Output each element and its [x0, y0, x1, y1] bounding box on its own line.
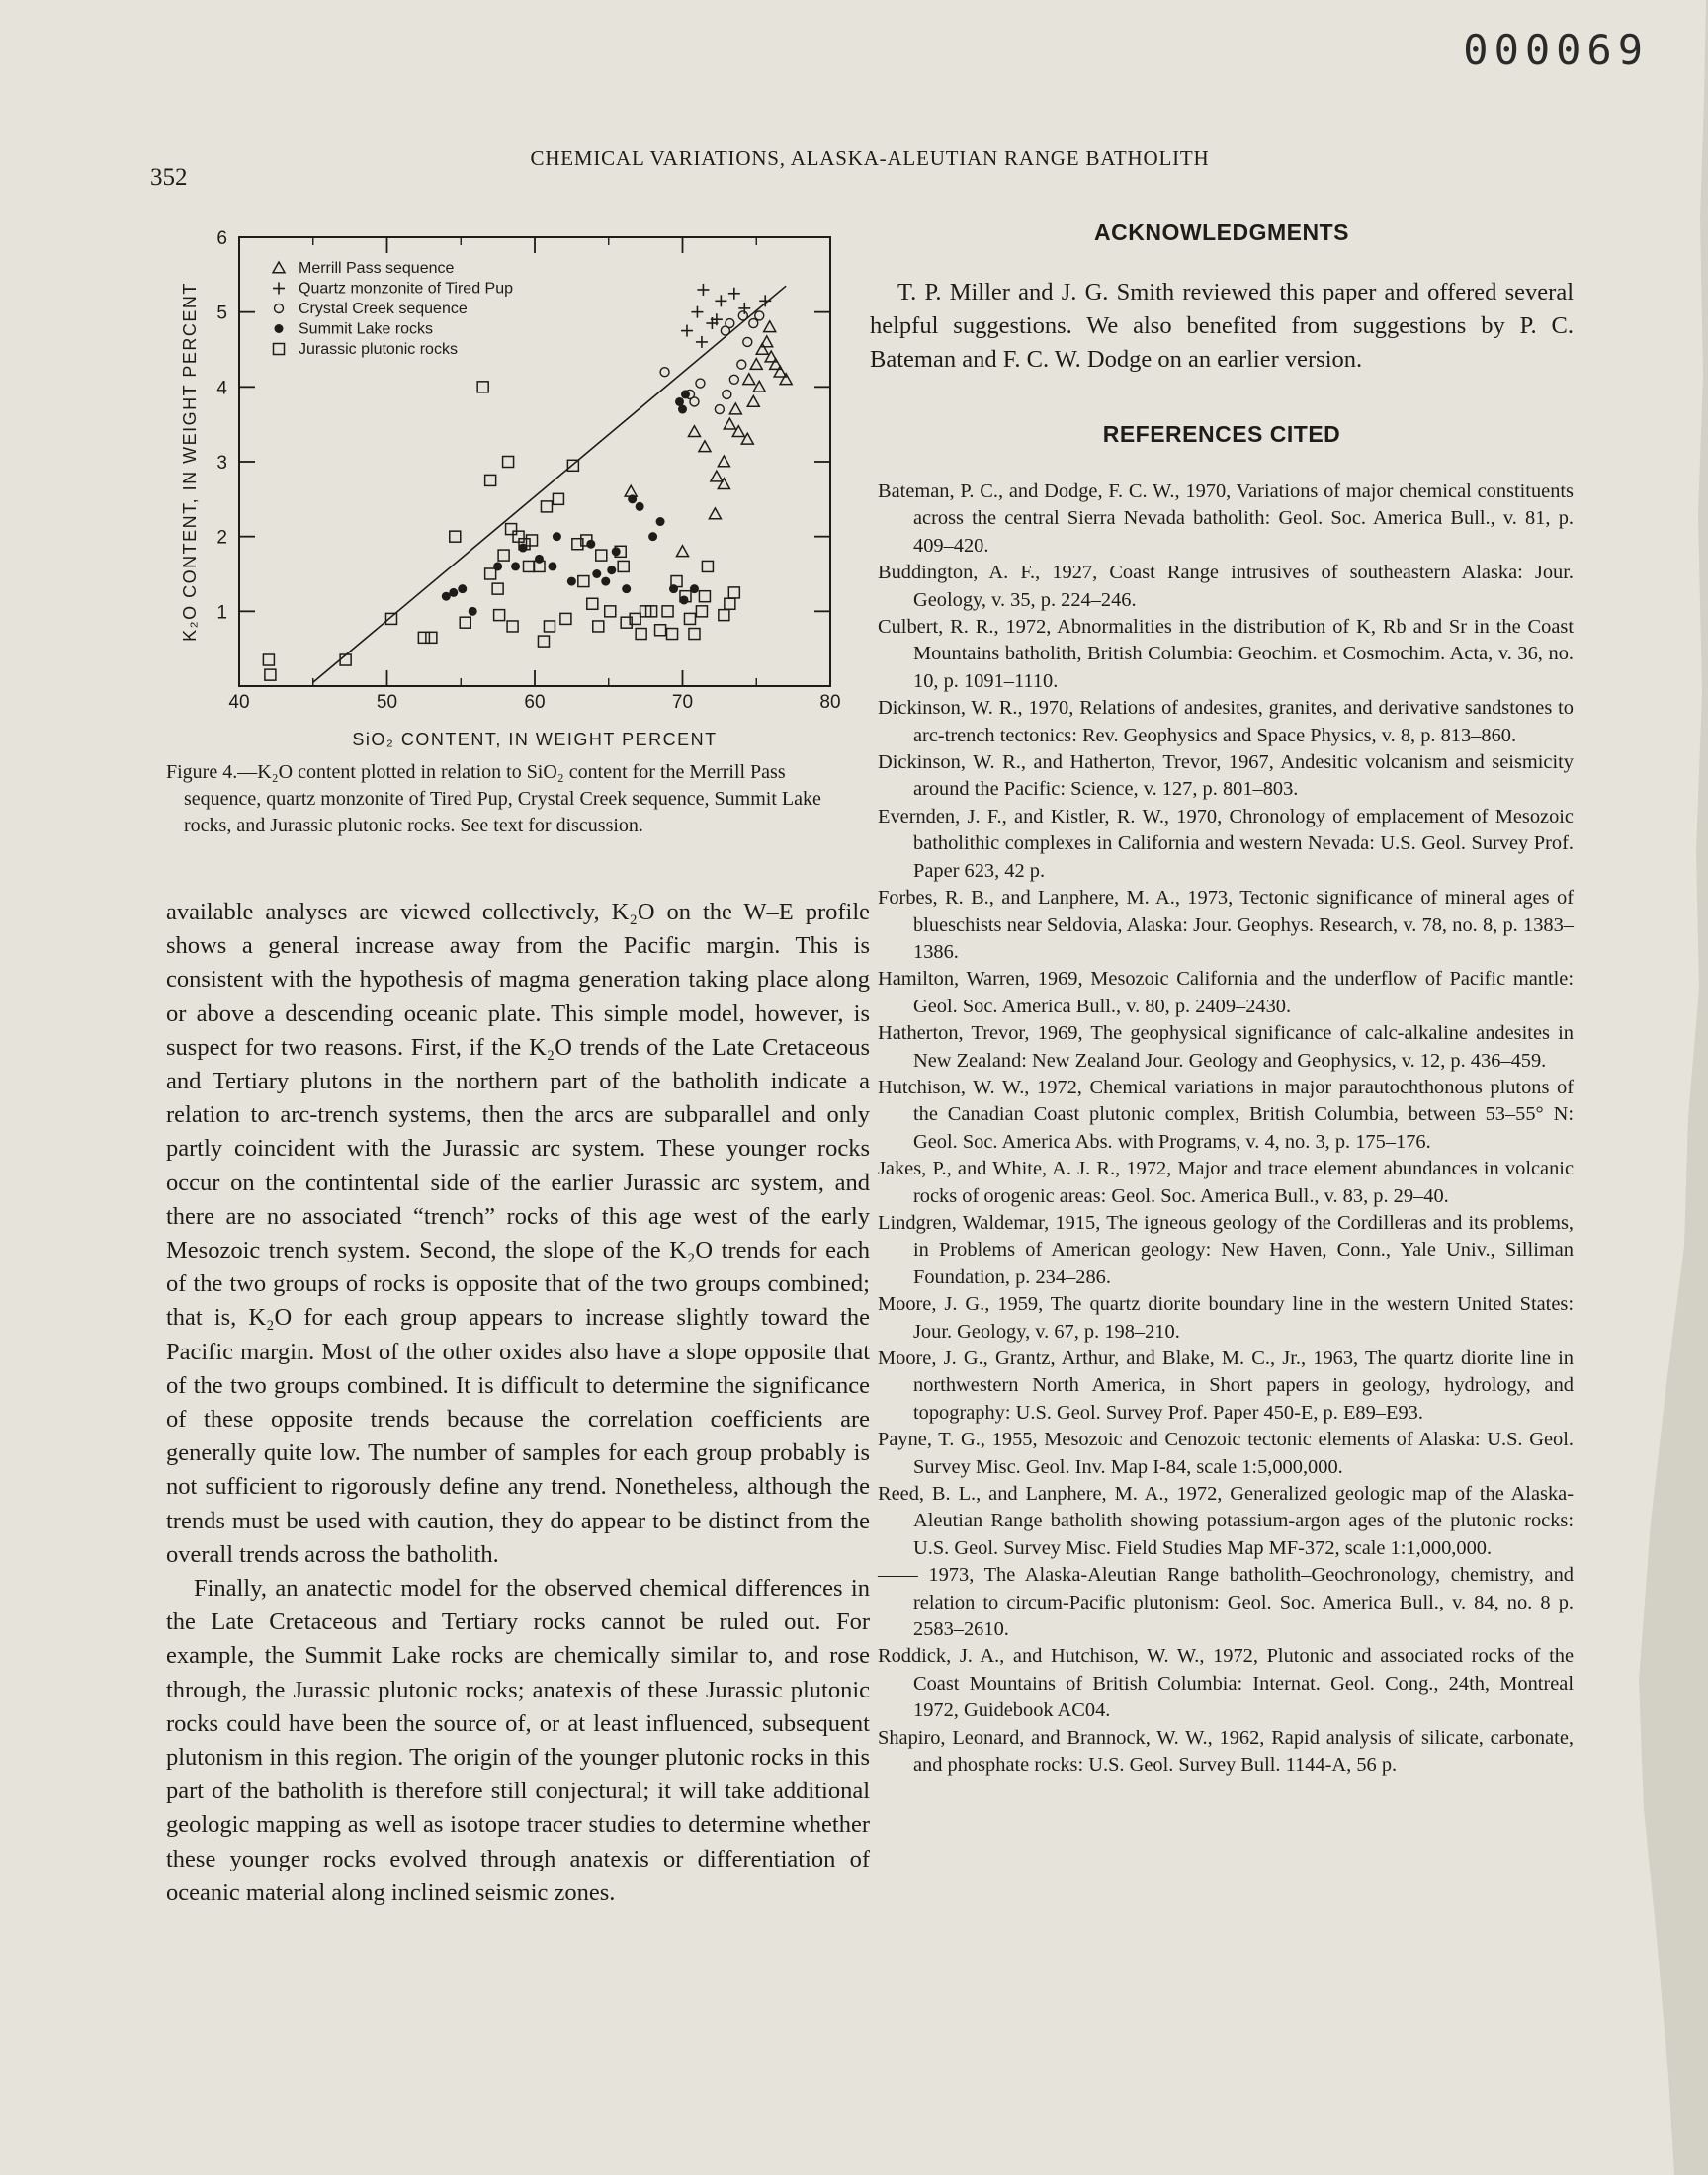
data-point-square	[618, 561, 629, 571]
legend-marker-triangle	[273, 262, 285, 273]
data-point-dot	[592, 569, 601, 578]
reference-item: Buddington, A. F., 1927, Coast Range intrusives of southeastern Alaska: Jour. Geology, v. 35, p. 224–246.	[878, 562, 1574, 611]
data-point-dot	[458, 584, 467, 593]
data-point-square	[553, 493, 563, 504]
data-point-square	[506, 524, 517, 535]
data-point-dot	[586, 540, 595, 549]
data-point-square	[728, 587, 739, 598]
legend-marker-square	[274, 344, 285, 355]
data-point-dot	[622, 584, 631, 593]
data-point-square	[527, 535, 538, 546]
data-point-dot	[449, 588, 458, 597]
data-point-square	[485, 568, 496, 579]
reference-item: Bateman, P. C., and Dodge, F. C. W., 1970, Variations of major chemical constituents across the central Sierra Nevada batholith: Geol. Soc. America Bull., v. 81, p. 409–420.	[878, 480, 1574, 557]
data-point-dot	[493, 562, 502, 570]
reference-item: Forbes, R. B., and Lanphere, M. A., 1973, Tectonic significance of mineral ages of blueschists near Seldovia, Alaska: Jour. Geophys. Research, v. 78, no. 8, p. 1383–1386.	[878, 887, 1574, 963]
data-point-circle	[738, 311, 747, 320]
data-point-square	[699, 591, 710, 602]
data-point-square	[655, 625, 666, 636]
data-point-square	[702, 561, 713, 571]
data-point-square	[541, 501, 552, 512]
data-point-circle	[690, 397, 699, 406]
body-paragraph: available analyses are viewed collectively, K₂O on the W–E profile shows a general increase away from the Pacific margin. This is consistent with the hypothesis of magma generation taking place along or above a descending oceanic plate. This simple model, however, is suspect for two reasons. First, if the K₂O trends of the Late Cretaceous and Tertiary plutons in the northern part of the batholith indicate a relation to arc-trench systems, then the arcs are subparallel and only partly coincident with the Jurassic arc system. These younger rocks occur on the contintental side of the earlier Jurassic arc system, and there are no associated “trench” rocks of this age west of the early Mesozoic trench system. Second, the slope of the K₂O trends for each of the two groups of rocks is opposite that of the two groups combined; that is, K₂O for each group appears to increase slightly toward the Pacific margin. Most of the other oxides also have a slope opposite that of the two groups combined. It is difficult to determine the significance of these opposite trends because the correlation coefficients are generally quite low. The number of samples for each group probably is not sufficient to rigorously define any trend. Nonetheless, although the trends must be used with caution, they do appear to be distinct from the overall trends across the batholith.	[166, 899, 870, 1568]
data-point-triangle	[729, 403, 741, 414]
data-point-dot	[548, 562, 556, 570]
legend-label: Summit Lake rocks	[299, 320, 434, 338]
data-point-plus	[728, 288, 740, 300]
data-point-triangle	[724, 418, 735, 429]
data-point-plus	[681, 325, 693, 337]
reference-item: Evernden, J. F., and Kistler, R. W., 1970, Chronology of emplacement of Mesozoic batholithic complexes in California and western Nevada: U.S. Geol. Survey Prof. Paper 623, 42 p.	[878, 805, 1574, 882]
reference-item: Moore, J. G., 1959, The quartz diorite boundary line in the western United States: Jour. Geology, v. 67, p. 198–210.	[878, 1293, 1574, 1343]
reference-item: Dickinson, W. R., and Hatherton, Trevor, 1967, Andesitic volcanism and seismicity around the Pacific: Science, v. 127, p. 801–803.	[878, 751, 1574, 801]
data-point-dot	[553, 532, 561, 541]
reference-item: Lindgren, Waldemar, 1915, The igneous geology of the Cordilleras and its problems, in Problems of American geology: New Haven, Conn., Yale Univ., Silliman Foundation, p. 234–286.	[878, 1211, 1574, 1288]
data-point-dot	[636, 502, 644, 511]
acknowledgments-section	[870, 219, 1574, 377]
data-point-circle	[737, 360, 746, 369]
data-point-dot	[601, 577, 610, 586]
data-point-dot	[607, 566, 616, 574]
data-point-triangle	[743, 374, 755, 385]
data-point-square	[560, 613, 571, 624]
data-point-dot	[511, 562, 520, 570]
data-point-dot	[567, 577, 576, 586]
x-tick-label: 70	[671, 692, 694, 713]
data-point-square	[385, 613, 396, 624]
data-point-square	[507, 621, 518, 632]
data-point-plus	[697, 284, 709, 296]
data-point-triangle	[711, 471, 723, 481]
legend-marker-plus	[273, 283, 285, 295]
data-point-square	[719, 610, 729, 621]
legend-label: Jurassic plutonic rocks	[299, 341, 458, 358]
data-point-circle	[660, 368, 669, 377]
page-stamp: 000069	[1463, 26, 1649, 74]
data-point-triangle	[750, 359, 762, 370]
data-point-square	[460, 617, 470, 628]
data-point-triangle	[764, 321, 776, 332]
data-point-square	[265, 669, 276, 680]
data-point-square	[684, 613, 695, 624]
data-point-dot	[681, 390, 690, 398]
reference-item: Culbert, R. R., 1972, Abnormalities in the distribution of K, Rb and Sr in the Coast Mountains batholith, British Columbia: Geochim. et Cosmochim. Acta, v. 36, no. 10, p. 1091–1110.	[878, 616, 1574, 692]
reference-item: Hatherton, Trevor, 1969, The geophysical significance of calc-alkaline andesites in New Zealand: New Zealand Jour. Geology and Geophysics, v. 12, p. 436–459.	[878, 1022, 1574, 1072]
reference-item: —— 1973, The Alaska-Aleutian Range batholith–Geochronology, chemistry, and relation to circum-Pacific plutonism: Geol. Soc. America Bull., v. 84, no. 8 p. 2583–2610.	[878, 1564, 1574, 1641]
reference-item: Roddick, J. A., and Hutchison, W. W., 1972, Plutonic and associated rocks of the Coast Mountains of British Columbia: Internat. Geol. Cong., 24th, Montreal 1972, Guidebook AC04.	[878, 1645, 1574, 1722]
data-point-triangle	[718, 456, 729, 467]
data-point-square	[485, 475, 496, 485]
data-point-square	[636, 629, 646, 640]
data-point-plus	[759, 295, 771, 306]
data-point-square	[696, 606, 707, 617]
reference-item: Shapiro, Leonard, and Brannock, W. W., 1962, Rapid analysis of silicate, carbonate, and phosphate rocks: U.S. Geol. Survey Bull. 1144-A, 56 p.	[878, 1726, 1574, 1777]
reference-item: Moore, J. G., Grantz, Arthur, and Blake, M. C., Jr., 1963, The quartz diorite line in northwestern North America, in Short papers in geology, hydrology, and topography: U.S. Geol. Survey Prof. Paper 450-E, p. E89–E93.	[878, 1348, 1574, 1424]
data-point-square	[587, 598, 598, 609]
figure-4	[166, 223, 858, 757]
data-point-dot	[656, 517, 665, 526]
data-point-plus	[691, 306, 703, 318]
data-point-square	[498, 550, 509, 561]
data-point-square	[494, 610, 505, 621]
y-tick-label: 5	[216, 303, 227, 324]
y-tick-label: 6	[216, 228, 227, 249]
data-point-square	[426, 632, 437, 643]
acknowledgments-text: T. P. Miller and J. G. Smith reviewed this paper and offered several helpful suggestions. We also benefited from suggestions by P. C. Bateman and F. C. W. Dodge on an earlier version.	[870, 279, 1574, 373]
data-point-triangle	[699, 441, 711, 452]
data-point-square	[524, 561, 535, 571]
data-point-circle	[755, 311, 764, 320]
data-point-dot	[648, 532, 657, 541]
y-tick-label: 2	[216, 527, 227, 549]
data-point-square	[593, 621, 604, 632]
data-point-square	[605, 606, 616, 617]
running-title: CHEMICAL VARIATIONS, ALASKA-ALEUTIAN RANGE BATHOLITH	[530, 146, 1210, 170]
data-point-square	[492, 583, 503, 594]
k2o-sio2-scatter-plot	[166, 223, 858, 757]
data-point-plus	[696, 336, 708, 348]
x-tick-label: 40	[228, 692, 250, 713]
data-point-triangle	[709, 508, 721, 519]
data-point-dot	[628, 494, 637, 503]
data-point-square	[538, 636, 549, 647]
data-point-triangle	[688, 426, 700, 437]
x-axis-label: SiO₂ CONTENT, IN WEIGHT PERCENT	[352, 730, 718, 749]
data-point-triangle	[677, 546, 689, 557]
data-point-circle	[715, 405, 724, 414]
y-tick-label: 1	[216, 602, 227, 624]
y-tick-label: 4	[216, 378, 227, 399]
data-point-dot	[678, 405, 687, 414]
legend-label: Quartz monzonite of Tired Pup	[299, 280, 513, 298]
data-point-dot	[469, 607, 477, 616]
body-paragraph: Finally, an anatectic model for the observed chemical differences in the Late Cretaceous and Tertiary rocks cannot be ruled out. For example, the Summit Lake rocks are chemically similar to, and rose through, the Jurassic plutonic rocks; anatexis of these Jurassic plutonic rocks could have been the source of, or at least influenced, subsequent plutonism in this region. The origin of the younger plutonic rocks in this part of the batholith is therefore still conjectural; it will take additional geologic mapping as well as isotope tracer studies to determine whether these younger rocks evolved through anatexis or differentiation of oceanic material along inclined seismic zones.	[166, 1575, 870, 1906]
data-point-triangle	[780, 374, 792, 385]
reference-item: Payne, T. G., 1955, Mesozoic and Cenozoic tectonic elements of Alaska: U.S. Geol. Survey Misc. Geol. Inv. Map I-84, scale 1:5,000,000.	[878, 1429, 1574, 1478]
legend-marker-circle	[275, 304, 284, 313]
data-point-square	[477, 382, 488, 392]
acknowledgments-heading: ACKNOWLEDGMENTS	[1094, 219, 1349, 245]
data-point-square	[450, 531, 461, 542]
references-heading: REFERENCES CITED	[1102, 421, 1341, 447]
data-point-square	[662, 606, 673, 617]
data-point-circle	[696, 379, 705, 388]
references-section	[870, 421, 1574, 448]
y-axis-label: K₂O CONTENT, IN WEIGHT PERCENT	[180, 282, 200, 642]
reference-item: Jakes, P., and White, A. J. R., 1972, Major and trace element abundances in volcanic rocks of orogenic areas: Geol. Soc. America Bull., v. 83, p. 29–40.	[878, 1158, 1574, 1207]
data-point-square	[503, 457, 514, 468]
data-point-circle	[723, 390, 731, 398]
reference-item: Dickinson, W. R., 1970, Relations of andesites, granites, and derivative sandstones to arc-trench tectonics: Rev. Geophysics and Space Physics, v. 8, p. 813–860.	[878, 697, 1574, 746]
figure-caption	[166, 759, 848, 839]
data-point-circle	[721, 326, 729, 335]
data-point-dot	[535, 555, 544, 564]
data-point-circle	[729, 375, 738, 384]
data-point-triangle	[718, 478, 729, 489]
data-point-dot	[612, 547, 621, 556]
legend-label: Merrill Pass sequence	[299, 260, 455, 277]
torn-edge	[1540, 0, 1708, 2175]
references-list	[878, 478, 1574, 1780]
body-text	[166, 896, 870, 1910]
x-tick-label: 80	[819, 692, 841, 713]
reference-item: Hutchison, W. W., 1972, Chemical variations in major parautochthonous plutons of the Canadian Coast plutonic complex, British Columbia, between 53–55° N: Geol. Soc. America Abs. with Programs, v. 4, no. 3, p. 175–176.	[878, 1076, 1574, 1153]
data-point-square	[418, 632, 429, 643]
data-point-square	[725, 598, 735, 609]
data-point-plus	[715, 295, 726, 306]
data-point-triangle	[625, 485, 637, 496]
data-point-square	[263, 654, 274, 665]
data-point-triangle	[753, 381, 765, 392]
data-point-circle	[743, 337, 752, 346]
data-point-square	[544, 621, 555, 632]
data-point-square	[578, 576, 589, 587]
data-point-triangle	[747, 395, 759, 406]
legend-marker-dot	[275, 324, 284, 333]
reference-item: Reed, B. L., and Lanphere, M. A., 1972, Generalized geologic map of the Alaska-Aleutian Range batholith showing potassium-argon ages of the plutonic rocks: U.S. Geol. Survey Misc. Field Studies Map MF-372, scale 1:1,000,000.	[878, 1483, 1574, 1559]
data-point-square	[689, 629, 700, 640]
data-point-dot	[679, 595, 688, 604]
figure-caption-text: Figure 4.—K₂O content plotted in relation to SiO₂ content for the Merrill Pass sequence, quartz monzonite of Tired Pup, Crystal Creek sequence, Summit Lake rocks, and Jurassic plutonic rocks. See text for discussion.	[166, 761, 821, 836]
data-point-square	[667, 629, 678, 640]
reference-item: Hamilton, Warren, 1969, Mesozoic California and the underflow of Pacific mantle: Geol. Soc. America Bull., v. 80, p. 2409–2430.	[878, 968, 1574, 1017]
y-tick-label: 3	[216, 453, 227, 474]
legend-label: Crystal Creek sequence	[299, 301, 468, 317]
x-tick-label: 50	[376, 692, 398, 713]
data-point-circle	[749, 319, 758, 328]
data-point-square	[596, 550, 607, 561]
page-number: 352	[150, 164, 188, 191]
x-tick-label: 60	[524, 692, 546, 713]
